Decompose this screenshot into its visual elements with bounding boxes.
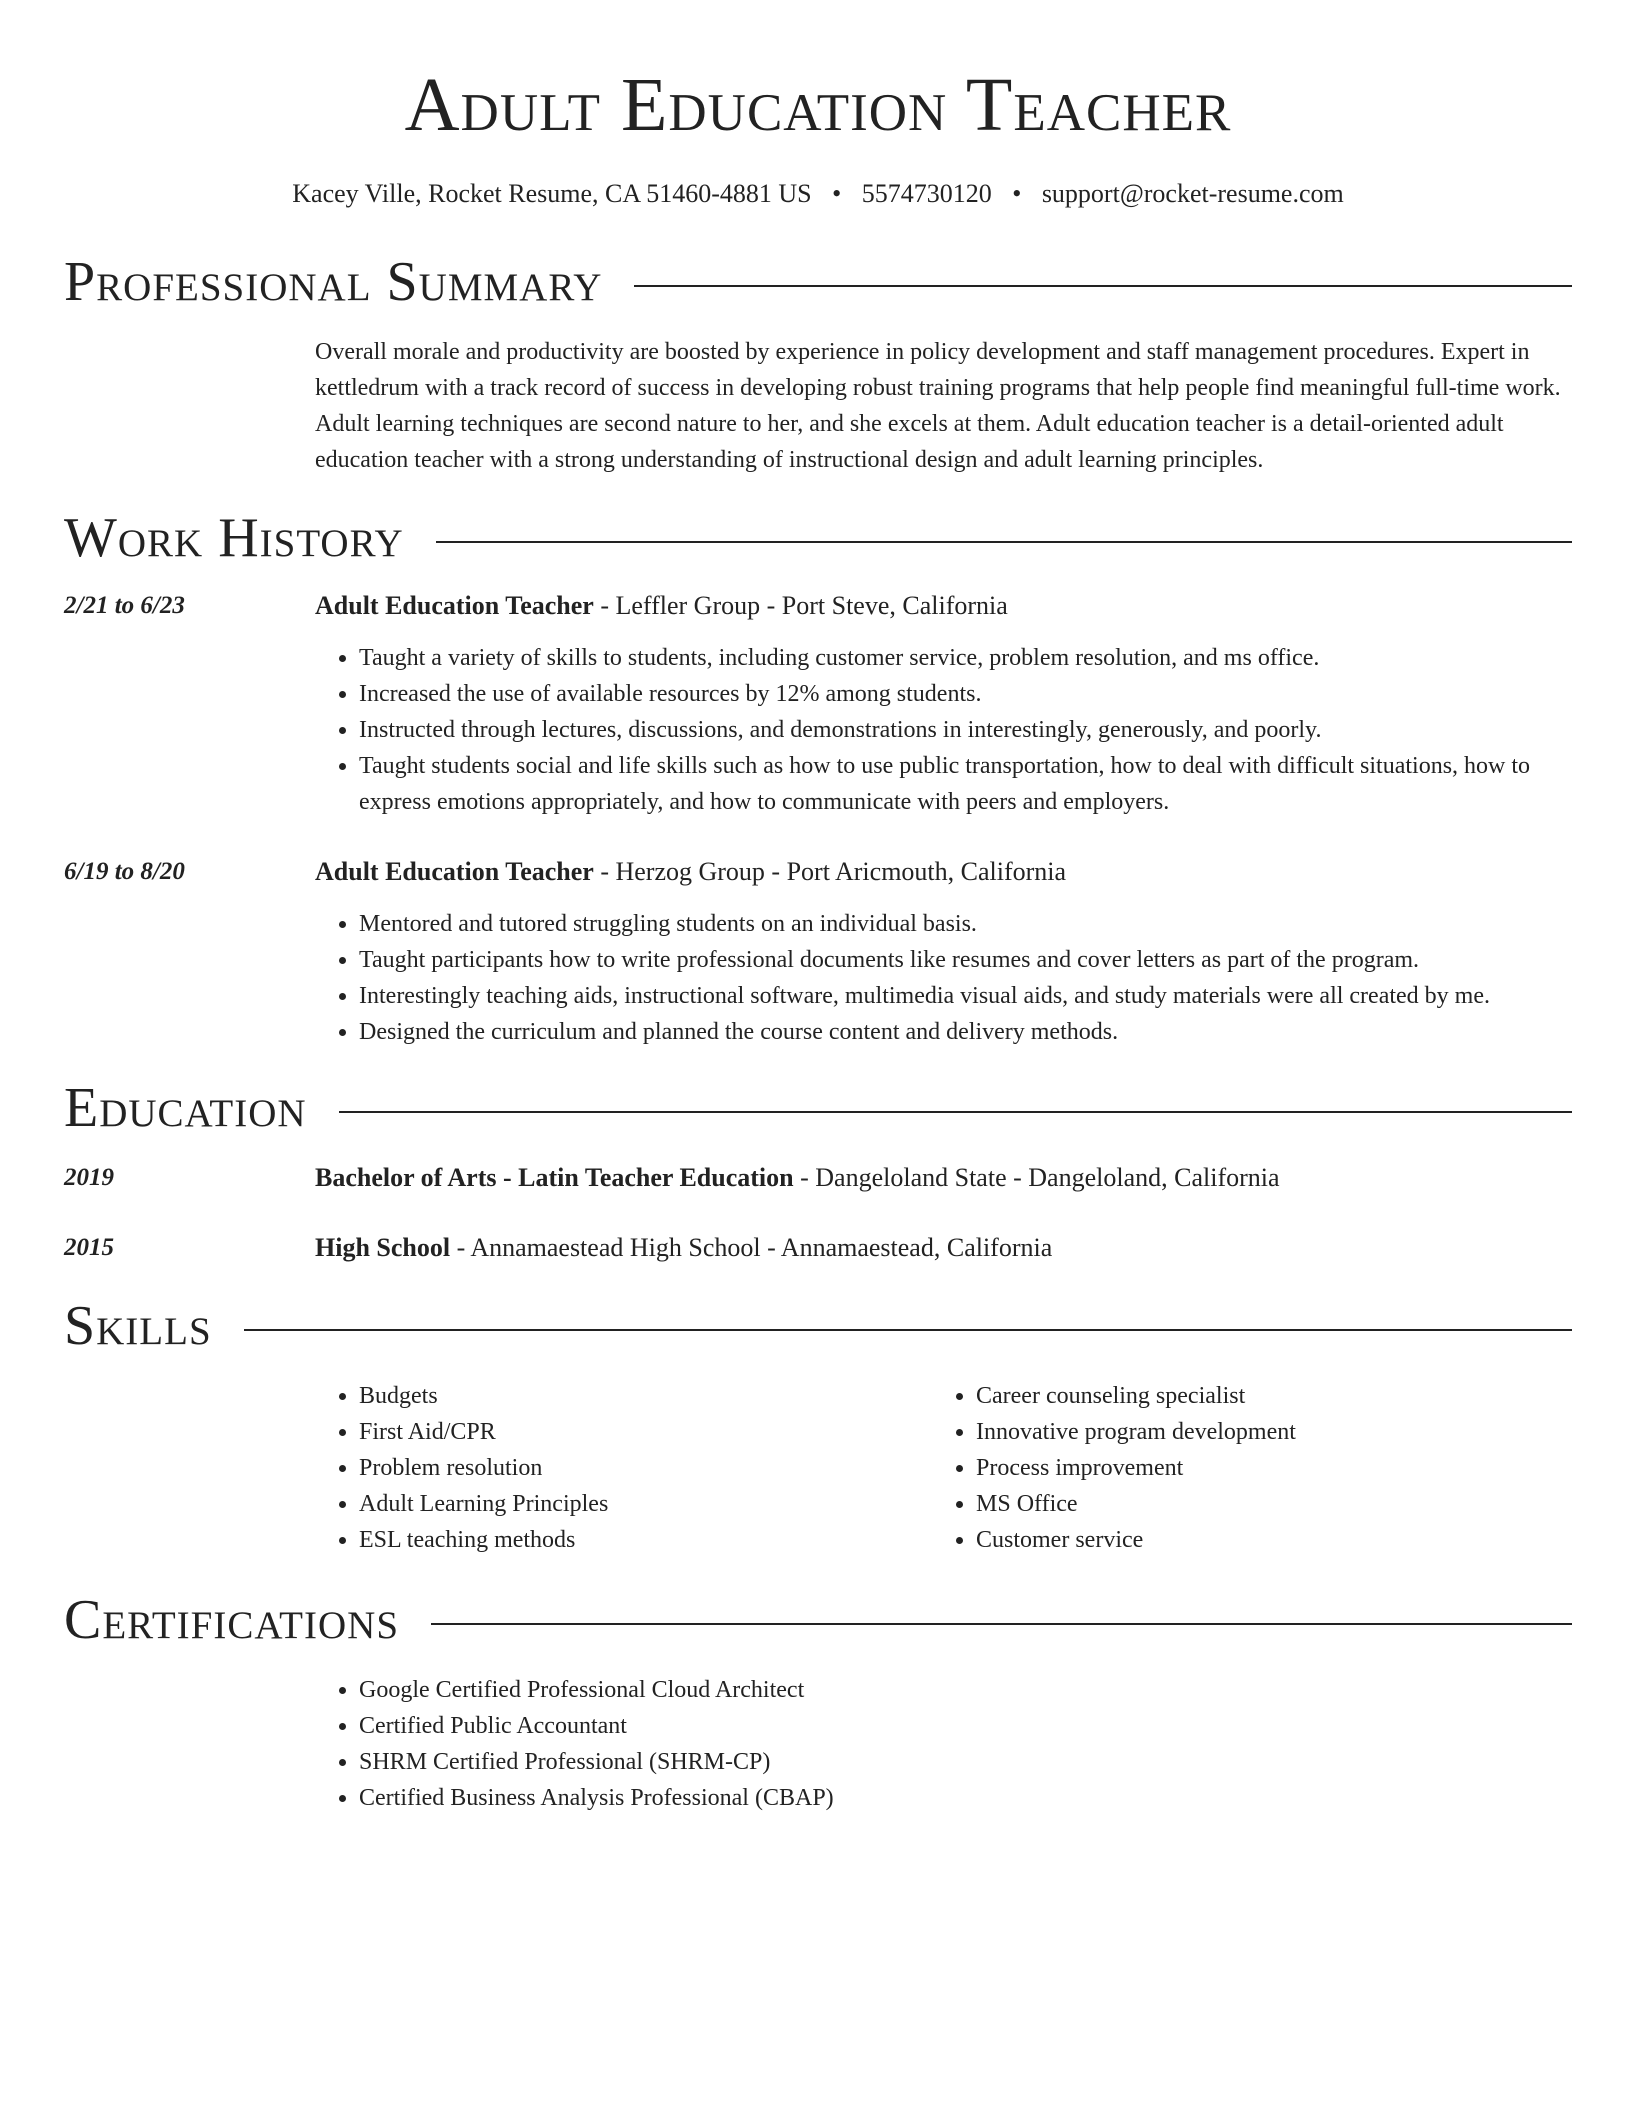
skills-column-left <box>315 1378 932 1558</box>
skills-column-right <box>932 1378 1296 1558</box>
certification-item: • Certified Public Accountant <box>359 1708 1572 1744</box>
work-section-header <box>64 506 1572 570</box>
education-line <box>315 1230 1572 1266</box>
skill-item: • Innovative program development <box>976 1414 1296 1450</box>
contact-email[interactable]: support@rocket-resume.com <box>1041 179 1344 208</box>
skill-item: • Adult Learning Principles <box>359 1486 932 1522</box>
section-divider <box>244 1329 1572 1331</box>
job-bullets <box>315 906 1572 1050</box>
skills-section-header <box>64 1294 1572 1358</box>
job-body <box>315 854 1572 1050</box>
certifications-section-header <box>64 1588 1572 1652</box>
certifications-heading: Certifications <box>64 1589 400 1651</box>
summary-text: Overall morale and productivity are boosted by experience in policy development and staff management procedures. Expert in kettledrum with a track record of success in developing robust training programs that help people find meaningful full-time work. Adult learning techniques are second nature to her, and she excels at them. Adult education teacher is a detail-oriented adult education teacher with a strong understanding of instructional design and adult learning principles. <box>315 339 1561 473</box>
resume-name: Adult Education Teacher <box>404 63 1232 147</box>
skill-item: • Career counseling specialist <box>976 1378 1296 1414</box>
job-bullet: • Taught a variety of skills to students, including customer service, problem resolution, and ms office. <box>359 640 1572 676</box>
contact-separator: • <box>1012 179 1022 208</box>
education-degree: Bachelor of Arts - Latin Teacher Education <box>315 1163 794 1192</box>
education-entry <box>64 1160 1572 1196</box>
certifications-list <box>315 1672 1572 1816</box>
education-degree: High School <box>315 1233 451 1262</box>
education-year: 2019 <box>64 1164 114 1191</box>
skill-item: • Budgets <box>359 1378 932 1414</box>
job-title-line <box>315 854 1572 890</box>
work-heading: Work History <box>64 507 404 569</box>
job-bullet: • Interestingly teaching aids, instructional software, multimedia visual aids, and study materials were all created by me. <box>359 978 1572 1014</box>
certifications-bullets <box>315 1672 1572 1816</box>
education-heading: Education <box>64 1077 307 1139</box>
job-dates: 6/19 to 8/20 <box>64 858 185 885</box>
education-section-header <box>64 1076 1572 1140</box>
contact-phone: 5574730120 <box>861 179 992 208</box>
skill-item: • MS Office <box>976 1486 1296 1522</box>
job-details: - Leffler Group - Port Steve, California <box>593 591 1008 620</box>
education-year: 2015 <box>64 1234 114 1261</box>
job-bullet: • Taught participants how to write professional documents like resumes and cover letters as part of the program. <box>359 942 1572 978</box>
skill-item: • ESL teaching methods <box>359 1522 932 1558</box>
job-bullet: • Increased the use of available resources by 12% among students. <box>359 676 1572 712</box>
skill-item: • First Aid/CPR <box>359 1414 932 1450</box>
skill-item: • Customer service <box>976 1522 1296 1558</box>
job-dates: 2/21 to 6/23 <box>64 592 185 619</box>
job-bullet: • Instructed through lectures, discussions, and demonstrations in interestingly, generously, and poorly. <box>359 712 1572 748</box>
job-bullet: • Taught students social and life skills such as how to use public transportation, how to deal with difficult situations, how to express emotions appropriately, and how to communicate with peers and employers. <box>359 748 1572 820</box>
certification-item: • Certified Business Analysis Professional (CBAP) <box>359 1780 1572 1816</box>
skill-item: • Problem resolution <box>359 1450 932 1486</box>
job-body <box>315 588 1572 820</box>
contact-line <box>64 178 1572 210</box>
certification-item: • Google Certified Professional Cloud Architect <box>359 1672 1572 1708</box>
education-entry <box>64 1230 1572 1266</box>
job-entry <box>64 854 1572 1050</box>
education-line <box>315 1160 1572 1196</box>
summary-section-header <box>64 250 1572 314</box>
job-role: Adult Education Teacher <box>315 857 594 886</box>
contact-separator: • <box>832 179 842 208</box>
resume-page <box>64 60 1572 1816</box>
section-divider <box>634 285 1572 287</box>
job-bullets <box>315 640 1572 820</box>
summary-heading: Professional Summary <box>64 251 603 313</box>
job-role: Adult Education Teacher <box>315 591 594 620</box>
job-bullet: • Mentored and tutored struggling students on an individual basis. <box>359 906 1572 942</box>
education-details: - Dangeloland State - Dangeloland, California <box>793 1163 1280 1192</box>
certification-item: • SHRM Certified Professional (SHRM-CP) <box>359 1744 1572 1780</box>
section-divider <box>436 541 1572 543</box>
skill-item: • Process improvement <box>976 1450 1296 1486</box>
education-details: - Annamaestead High School - Annamaestead, California <box>450 1233 1053 1262</box>
job-entry <box>64 588 1572 820</box>
job-details: - Herzog Group - Port Aricmouth, California <box>593 857 1067 886</box>
job-title-line <box>315 588 1572 624</box>
section-divider <box>339 1111 1572 1113</box>
skills-heading: Skills <box>64 1295 212 1357</box>
job-bullet: • Designed the curriculum and planned the course content and delivery methods. <box>359 1014 1572 1050</box>
contact-address: Kacey Ville, Rocket Resume, CA 51460-4881 US <box>292 179 812 208</box>
skills-list <box>315 1378 1572 1558</box>
section-divider <box>431 1623 1572 1625</box>
